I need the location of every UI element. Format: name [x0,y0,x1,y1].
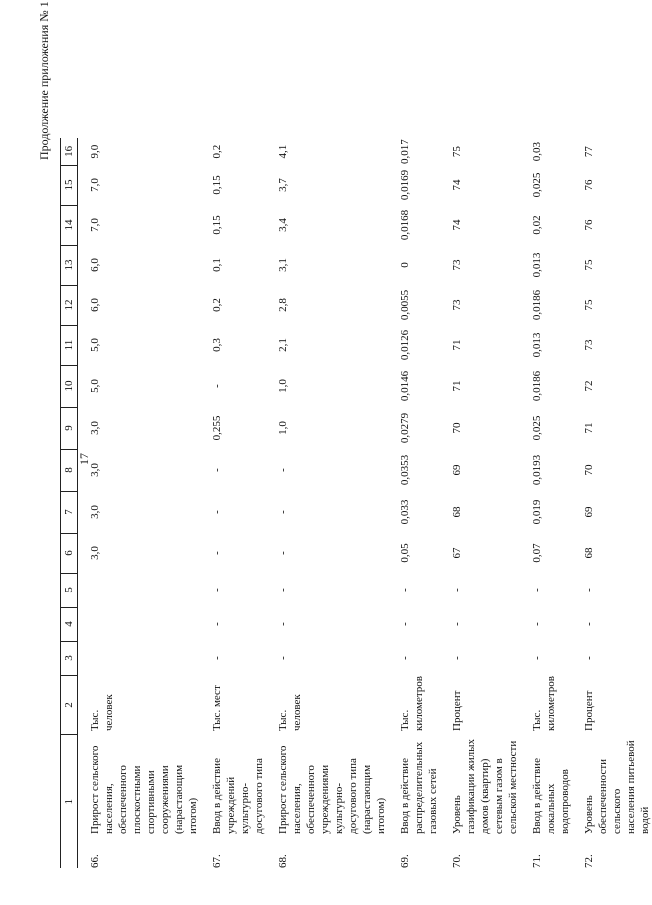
col-header-15: 15 [61,165,78,205]
value-cell: - [583,588,595,592]
value-cell: 0,0055 [399,289,411,321]
value-cell: 68 [451,506,463,518]
unit-cell: Тыс. человек [89,694,115,731]
value-cell: 5,0 [89,338,101,352]
table-row [388,138,440,868]
table-row [520,138,572,868]
unit-cell: Тыс. километров [399,676,425,731]
indicator-name: Прирост сельского населения, обеспеченного учреждениями культурно-досугового типа (нарастающим итогом) [277,745,387,834]
value-cell: 67 [451,547,463,559]
value-cell: - [211,468,223,472]
value-cell: - [277,468,289,472]
value-cell: 75 [583,259,595,271]
value-cell: 1,0 [277,379,289,393]
value-cell: 0,013 [531,252,543,278]
value-cell: 0,2 [211,144,223,159]
table-row [440,138,520,868]
value-cell: - [211,510,223,514]
value-cell: 1,0 [277,421,289,435]
value-cell: 0,2 [211,298,223,312]
value-cell: 0,0169 [399,169,411,201]
row-number: 71. [531,854,543,868]
continuation-caption: Продолжение приложения № 1 [37,1,51,160]
unit-cell: Процент [451,690,463,731]
value-cell: 2,1 [277,338,289,352]
col-header-4: 4 [61,607,78,641]
value-cell: - [211,656,223,660]
value-cell: 0,3 [211,338,223,352]
value-cell: 3,4 [277,218,289,232]
value-cell: 0,033 [399,499,411,525]
col-header-10: 10 [61,365,78,407]
unit-cell: Тыс. мест [211,685,223,731]
value-cell: 73 [583,339,595,351]
value-cell: - [399,588,411,592]
value-cell: 3,0 [89,505,101,519]
value-cell: 69 [583,506,595,518]
value-cell: 0,03 [531,142,543,162]
value-cell: 7,0 [89,218,101,232]
col-header-5: 5 [61,573,78,607]
value-cell [78,641,201,675]
value-cell: - [277,510,289,514]
col-header-9: 9 [61,407,78,449]
value-cell: 0,07 [531,543,543,563]
value-cell: - [277,588,289,592]
value-cell: 0,025 [531,415,543,441]
row-number: 67. [211,854,223,868]
row-number: 72. [583,854,595,868]
value-cell: - [451,622,463,626]
value-cell: - [531,656,543,660]
value-cell: 5,0 [89,379,101,393]
value-cell: - [531,588,543,592]
value-cell: 6,0 [89,298,101,312]
value-cell: 4,1 [277,144,289,159]
page-number: 17 [77,453,91,465]
col-header-7: 7 [61,491,78,533]
value-cell: - [583,622,595,626]
value-cell: 75 [583,299,595,311]
value-cell: 0,255 [211,415,223,441]
value-cell: 6,0 [89,258,101,272]
row-number: 66. [89,854,101,868]
value-cell: 0,05 [399,543,411,563]
value-cell [78,573,201,607]
value-cell: 0,0193 [531,454,543,486]
unit-cell: Тыс. человек [277,694,303,731]
value-cell [78,607,201,641]
value-cell: 75 [451,146,463,158]
value-cell: 70 [583,464,595,476]
col-header-13: 13 [61,245,78,285]
value-cell: - [583,656,595,660]
value-cell: 3,0 [89,546,101,560]
col-header-12: 12 [61,285,78,325]
value-cell: - [211,622,223,626]
value-cell: 0,15 [211,215,223,235]
row-number: 69. [399,854,411,868]
unit-cell: Тыс. километров [531,676,557,731]
value-cell: 9,0 [89,144,101,159]
value-cell: - [211,384,223,388]
col-header-1: 1 [61,735,78,868]
indicator-name: Ввод в действие распределительных газовых сетей [399,741,439,834]
value-cell: 71 [451,380,463,392]
value-cell: 0,0279 [399,412,411,444]
value-cell: 73 [451,299,463,311]
value-cell: 3,0 [89,463,101,477]
value-cell: 0 [399,262,411,268]
value-cell: 3,7 [277,178,289,192]
indicators-table [60,138,652,868]
value-cell: 77 [583,146,595,158]
indicator-name: Прирост сельского населения, обеспеченного плоскостными спортивными сооружениями (нарастающим итогом) [89,745,199,834]
value-cell: 0,0186 [531,289,543,321]
value-cell: - [277,656,289,660]
value-cell: 76 [583,219,595,231]
col-header-16: 16 [61,138,78,165]
table-row [78,138,201,868]
value-cell: 0,0146 [399,370,411,402]
indicator-name: Ввод в действие учреждений культурно-досугового типа [211,758,265,834]
value-cell: - [399,656,411,660]
value-cell: - [451,656,463,660]
col-header-2: 2 [61,675,78,735]
value-cell: 74 [451,219,463,231]
value-cell: 0,0168 [399,209,411,241]
value-cell: 0,017 [399,139,411,165]
value-cell: 74 [451,179,463,191]
value-cell: 71 [451,339,463,351]
value-cell: 73 [451,259,463,271]
col-header-8: 8 [61,449,78,491]
value-cell: - [399,622,411,626]
col-header-3: 3 [61,641,78,675]
value-cell: 0,02 [531,215,543,235]
value-cell: 0,013 [531,332,543,358]
value-cell: 3,1 [277,258,289,272]
table-row [200,138,266,868]
unit-cell: Процент [583,690,595,731]
indicator-name: Ввод в действие локальных водопроводов [531,758,571,834]
value-cell: 69 [451,464,463,476]
value-cell: - [277,551,289,555]
row-number: 70. [451,854,463,868]
value-cell: 0,0186 [531,370,543,402]
row-number: 68. [277,854,289,868]
value-cell: 0,1 [211,258,223,272]
col-header-14: 14 [61,205,78,245]
value-cell: 76 [583,179,595,191]
value-cell: - [211,551,223,555]
value-cell: 0,019 [531,499,543,525]
table-row [266,138,388,868]
indicator-name: Уровень обеспеченности сельского населения питьевой водой [583,740,651,834]
value-cell: 7,0 [89,178,101,192]
col-header-11: 11 [61,325,78,365]
value-cell: - [531,622,543,626]
value-cell: 68 [583,547,595,559]
value-cell: 71 [583,422,595,434]
column-number-row [61,138,78,868]
value-cell: 70 [451,422,463,434]
col-header-6: 6 [61,533,78,573]
value-cell: 72 [583,380,595,392]
value-cell: - [211,588,223,592]
table-row [572,138,652,868]
value-cell: 0,15 [211,175,223,195]
value-cell: - [277,622,289,626]
value-cell: 0,0126 [399,329,411,361]
value-cell: 0,025 [531,172,543,198]
value-cell: 2,8 [277,298,289,312]
value-cell: 3,0 [89,421,101,435]
value-cell: 0,0353 [399,454,411,486]
indicator-name: Уровень газификации жилых домов (квартир) сетевым газом в сельской местности [451,739,519,834]
value-cell: - [451,588,463,592]
